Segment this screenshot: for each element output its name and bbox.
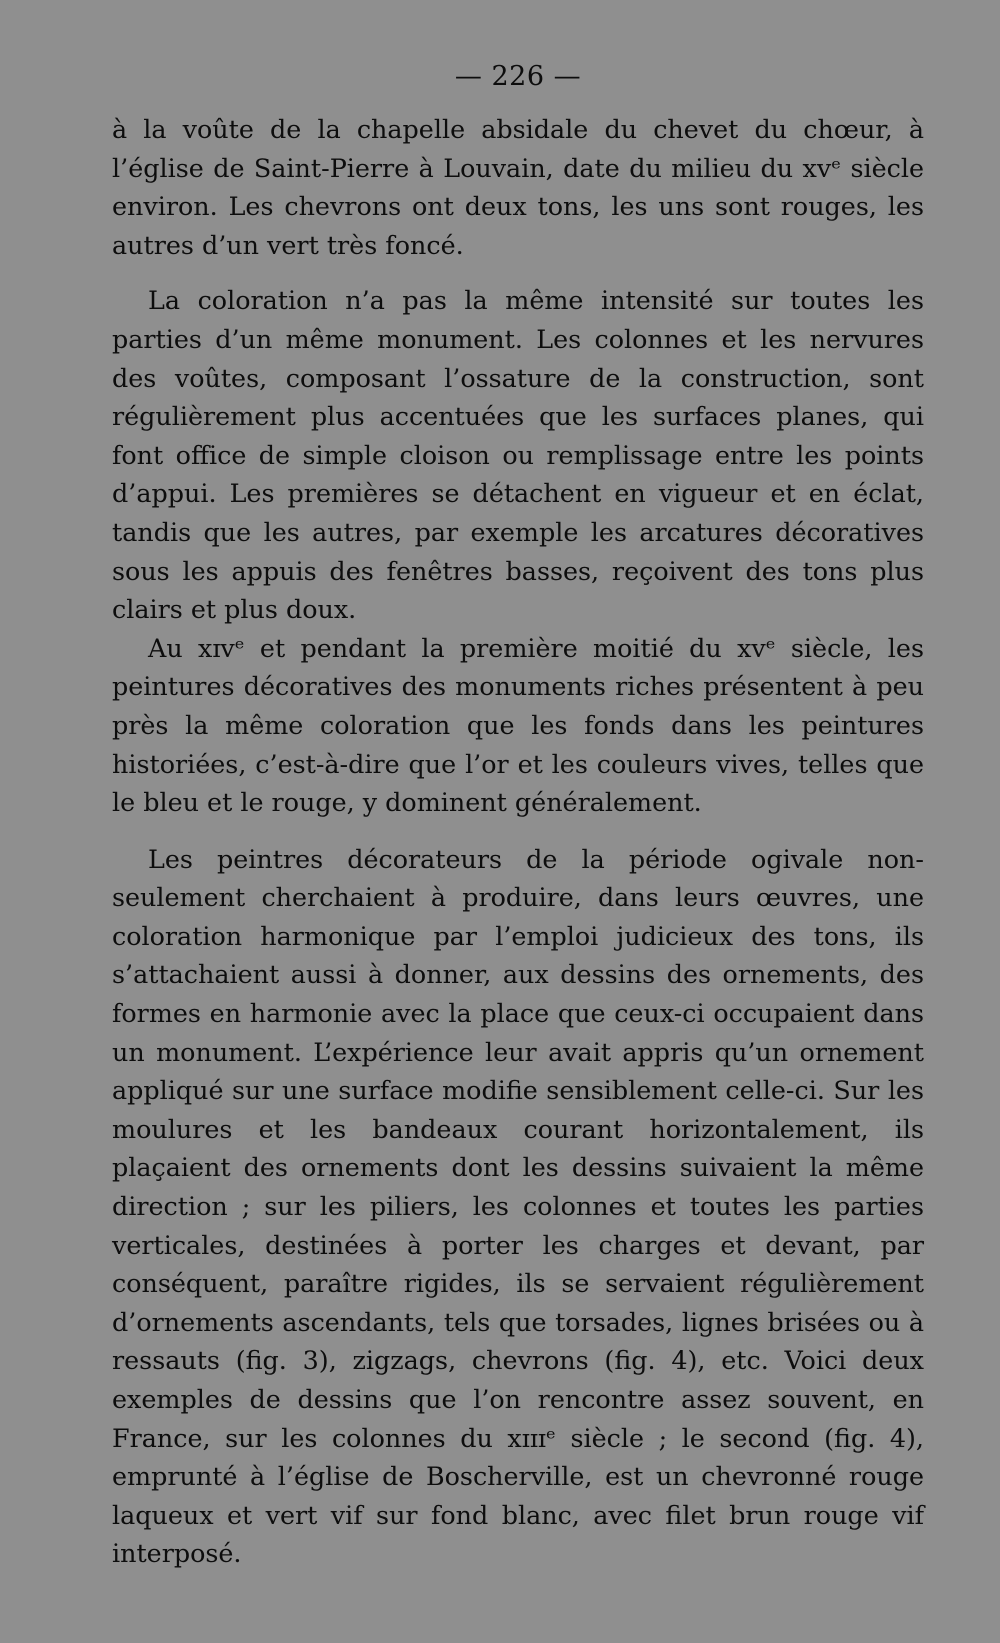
book-page	[112, 52, 924, 1573]
paragraph-continuation: à la voûte de la chapelle absidale du chevet du chœur, à l’église de Saint-Pierre à Louvain, date du milieu du xvᵉ siècle environ. Les chevrons ont deux tons, les uns sont rouges, les autres d’un vert très foncé.	[112, 114, 924, 260]
paragraph-decorators: Les peintres décorateurs de la période ogivale non-seulement cherchaient à produire, dans leurs œuvres, une coloration harmonique par l’emploi judicieux des tons, ils s’attachaient aussi à donner, aux dessins des ornements, des formes en harmonie avec la place que ceux-ci occupaient dans un monument. L’expérience leur avait appris qu’un ornement appliqué sur une surface modifie sensiblement celle-ci. Sur les moulures et les bandeaux courant horizontalement, ils plaçaient des ornements dont les dessins suivaient la même direction ; sur les piliers, les colonnes et toutes les parties verticales, destinées à porter les charges et devant, par conséquent, paraître rigides, ils se servaient régulièrement d’ornements ascendants, tels que torsades, lignes brisées ou à ressauts (fig. 3), zigzags, chevrons (fig. 4), etc. Voici deux exemples de dessins que l’on rencontre assez souvent, en France, sur les colonnes du xɪɪɪᵉ siècle ; le second (fig. 4), emprunté à l’église de Boscherville, est un chevronné rouge laqueux et vert vif sur fond blanc, avec filet brun rouge vif interposé.	[112, 843, 924, 1569]
page-number: — 226 —	[454, 61, 582, 92]
paragraph-coloration-intensity: La coloration n’a pas la même intensité sur toutes les parties d’un même monument. Les colonnes et les nervures des voûtes, composant l’ossature de la construction, sont régulièrement plus accentuées que les surfaces planes, qui font office de simple cloison ou remplissage entre les points d’appui. Les premières se détachent en vigueur et en éclat, tandis que les autres, par exemple les arcatures décoratives sous les appuis des fenêtres basses, reçoivent des tons plus clairs et plus doux.	[112, 285, 924, 625]
paragraph-fourteenth-century: Au xɪvᵉ et pendant la première moitié du xvᵉ siècle, les peintures décoratives des monuments riches présentent à peu près la même coloration que les fonds dans les peintures historiées, c’est-à-dire que l’or et les couleurs vives, telles que le bleu et le rouge, y dominent généralement.	[112, 632, 924, 818]
